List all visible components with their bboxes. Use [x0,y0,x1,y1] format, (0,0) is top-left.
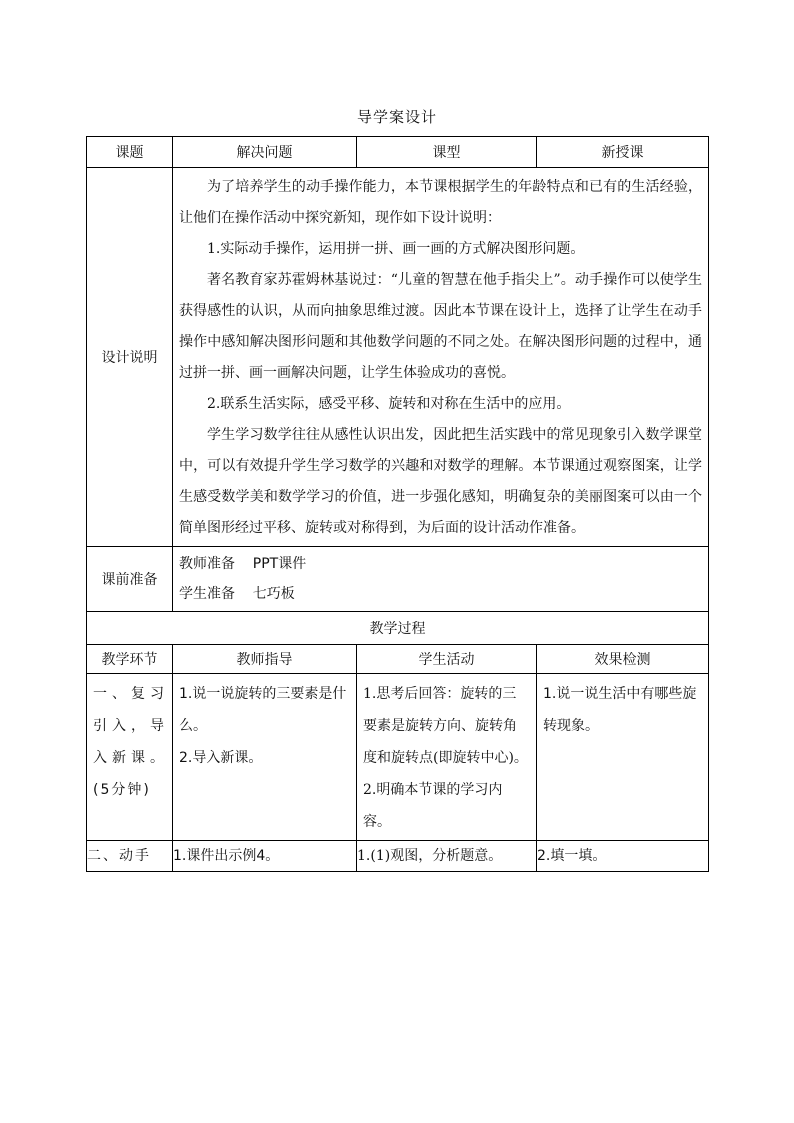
column-header: 教学环节 [87,645,173,674]
column-header: 教师指导 [173,645,357,674]
check-item: 2.填一填。 [537,848,607,864]
prep-label: 课前准备 [87,547,173,612]
teacher-item: 1.说一说旋转的三要素是什么。 [179,686,347,734]
teacher-guidance-cell [173,841,357,872]
type-label: 课型 [357,137,537,168]
column-header: 效果检测 [537,645,709,674]
lesson-plan-table [86,136,709,872]
step-cell: 二、动手 [87,841,173,872]
table-row [87,841,709,872]
check-item: 1.说一说生活中有哪些旋转现象。 [543,686,697,734]
design-label: 设计说明 [87,168,173,547]
design-description [173,168,709,547]
student-item: 1.思考后回答：旋转的三要素是旋转方向、旋转角度和旋转点(即旋转中心)。 [363,686,528,766]
effect-check-cell [537,841,709,872]
effect-check-cell [537,674,709,841]
student-activity-cell [357,841,537,872]
process-title-row [87,612,709,645]
prep-row [87,547,709,612]
design-row [87,168,709,547]
topic-label: 课题 [87,137,173,168]
table-row [87,674,709,841]
student-activity-cell [357,674,537,841]
teacher-guidance-cell [173,674,357,841]
student-item: 1.(1)观图，分析题意。 [357,848,503,864]
teacher-item: 2.导入新课。 [179,750,263,766]
topic-value: 解决问题 [173,137,357,168]
student-item: 2.明确本节课的学习内容。 [363,782,503,830]
header-row [87,137,709,168]
student-prep: 学生准备 七巧板 [179,586,295,602]
column-header: 学生活动 [357,645,537,674]
design-paragraph: 学生学习数学往往从感性认识出发，因此把生活实践中的常见现象引入数学课堂中，可以有效提升学生学习数学的兴趣和对数学的理解。本节课通过观察图案，让学生感受数学美和数学学习的价值，进一步强化感知，明确复杂的美丽图案可以由一个简单图形经过平移、旋转或对称得到，为后面的设计活动作准备。 [179,427,702,536]
process-title: 教学过程 [87,612,709,645]
design-paragraph: 为了培养学生的动手操作能力，本节课根据学生的年龄特点和已有的生活经验，让他们在操作活动中探究新知，现作如下设计说明： [179,179,702,226]
step-cell: 一、复习引入，导入新课。(5分钟) [87,674,173,841]
design-paragraph: 2.联系生活实际，感受平移、旋转和对称在生活中的应用。 [207,396,571,412]
teacher-item: 1.课件出示例4。 [173,848,280,864]
prep-content [173,547,709,612]
process-column-headers [87,645,709,674]
design-paragraph: 著名教育家苏霍姆林基说过：“儿童的智慧在他手指尖上”。动手操作可以使学生获得感性的认识，从而向抽象思维过渡。因此本节课在设计上，选择了让学生在动手操作中感知解决图形问题和其他数学问题的不同之处。在解决图形问题的过程中，通过拼一拼、画一画解决问题，让学生体验成功的喜悦。 [179,272,702,381]
teacher-prep: 教师准备 PPT课件 [179,556,307,572]
design-paragraph: 1.实际动手操作，运用拼一拼、画一画的方式解决图形问题。 [207,241,585,257]
document-title: 导学案设计 [356,108,437,126]
type-value: 新授课 [537,137,709,168]
